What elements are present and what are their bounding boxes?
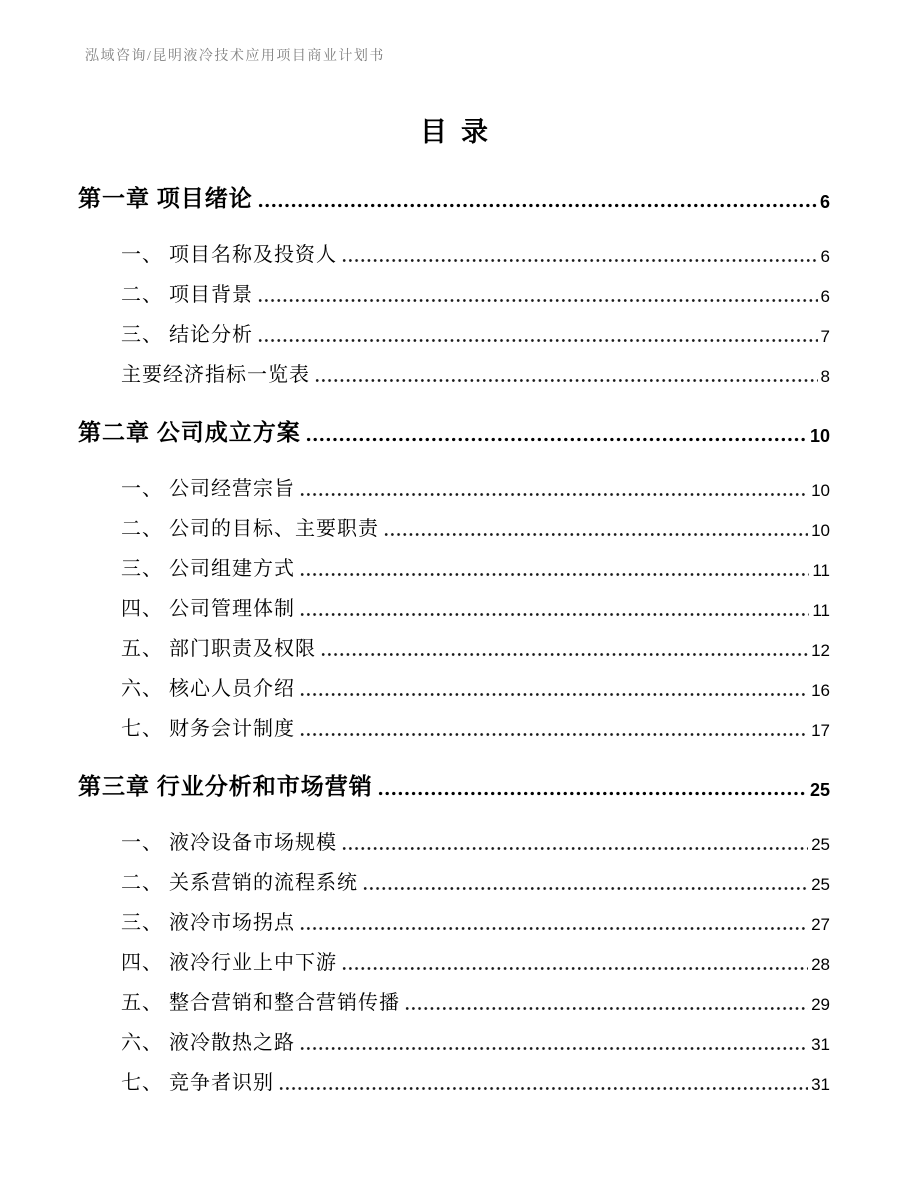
toc-item-page-number: 8 bbox=[820, 367, 830, 386]
toc-item-row bbox=[78, 990, 830, 1016]
dot-leader bbox=[321, 650, 808, 659]
toc-item-page-number: 29 bbox=[811, 995, 830, 1014]
toc-item-row bbox=[78, 830, 830, 856]
dot-leader bbox=[258, 201, 817, 210]
dot-leader bbox=[384, 530, 808, 539]
toc-item-label: 五、 部门职责及权限 bbox=[121, 638, 316, 660]
dot-leader bbox=[258, 296, 818, 305]
toc-item-page-number: 17 bbox=[811, 721, 830, 740]
dot-leader bbox=[300, 730, 808, 739]
toc-item-row bbox=[78, 1070, 830, 1096]
toc-item-page-number: 11 bbox=[812, 601, 830, 620]
toc-item-label: 主要经济指标一览表 bbox=[121, 364, 310, 386]
toc-item-page-number: 25 bbox=[811, 875, 830, 894]
toc-chapter-label: 第一章 项目绪论 bbox=[78, 186, 253, 211]
dot-leader bbox=[300, 924, 808, 933]
toc-item-page-number: 31 bbox=[811, 1075, 830, 1094]
toc-chapter-row bbox=[78, 772, 830, 802]
dot-leader bbox=[300, 570, 809, 579]
toc-item-row bbox=[78, 516, 830, 542]
toc-item-label: 六、 核心人员介绍 bbox=[121, 678, 295, 700]
toc-item-page-number: 6 bbox=[820, 287, 830, 306]
dot-leader bbox=[342, 256, 818, 265]
toc-item-label: 六、 液冷散热之路 bbox=[121, 1032, 295, 1054]
dot-leader bbox=[300, 690, 808, 699]
toc-item-row bbox=[78, 1030, 830, 1056]
dot-leader bbox=[342, 844, 808, 853]
toc-item-label: 一、 项目名称及投资人 bbox=[121, 244, 337, 266]
dot-leader bbox=[315, 376, 818, 385]
toc-item-label: 一、 液冷设备市场规模 bbox=[121, 832, 337, 854]
toc-item-row bbox=[78, 362, 830, 388]
toc-item-page-number: 31 bbox=[811, 1035, 830, 1054]
toc-chapter-page-number: 25 bbox=[809, 780, 830, 800]
dot-leader bbox=[300, 490, 808, 499]
toc-item-row bbox=[78, 676, 830, 702]
toc-item-page-number: 25 bbox=[811, 835, 830, 854]
toc-chapter-row bbox=[78, 184, 830, 214]
toc-item-row bbox=[78, 596, 830, 622]
toc-item-label: 七、 竞争者识别 bbox=[121, 1072, 274, 1094]
toc-item-label: 三、 公司组建方式 bbox=[121, 558, 295, 580]
toc-item-label: 三、 液冷市场拐点 bbox=[121, 912, 295, 934]
toc-item-page-number: 11 bbox=[812, 561, 830, 580]
toc-chapter-page-number: 6 bbox=[819, 192, 830, 212]
toc-item-row bbox=[78, 282, 830, 308]
toc-chapter-page-number: 10 bbox=[809, 426, 830, 446]
dot-leader bbox=[342, 964, 808, 973]
document-header: 泓域咨询/昆明液冷技术应用项目商业计划书 bbox=[85, 49, 385, 64]
toc-list bbox=[78, 184, 830, 1110]
toc-chapter-label: 第二章 公司成立方案 bbox=[78, 420, 301, 445]
toc-item-label: 三、 结论分析 bbox=[121, 324, 253, 346]
toc-item-label: 五、 整合营销和整合营销传播 bbox=[121, 992, 400, 1014]
toc-item-page-number: 6 bbox=[820, 247, 830, 266]
toc-item-row bbox=[78, 322, 830, 348]
dot-leader bbox=[258, 336, 818, 345]
toc-item-page-number: 7 bbox=[820, 327, 830, 346]
toc-item-page-number: 27 bbox=[811, 915, 830, 934]
toc-item-label: 七、 财务会计制度 bbox=[121, 718, 295, 740]
toc-item-page-number: 16 bbox=[811, 681, 830, 700]
toc-item-page-number: 10 bbox=[811, 521, 830, 540]
toc-chapter-row bbox=[78, 418, 830, 448]
toc-item-page-number: 10 bbox=[811, 481, 830, 500]
toc-item-label: 二、 项目背景 bbox=[121, 284, 253, 306]
dot-leader bbox=[363, 884, 808, 893]
toc-item-label: 四、 液冷行业上中下游 bbox=[121, 952, 337, 974]
toc-item-row bbox=[78, 910, 830, 936]
toc-item-page-number: 12 bbox=[811, 641, 830, 660]
toc-item-label: 二、 公司的目标、主要职责 bbox=[121, 518, 379, 540]
toc-item-row bbox=[78, 636, 830, 662]
dot-leader bbox=[378, 789, 807, 798]
page-title: 目录 bbox=[420, 117, 502, 147]
dot-leader bbox=[300, 1044, 808, 1053]
toc-item-row bbox=[78, 242, 830, 268]
toc-item-label: 四、 公司管理体制 bbox=[121, 598, 295, 620]
toc-item-row bbox=[78, 870, 830, 896]
toc-item-page-number: 28 bbox=[811, 955, 830, 974]
dot-leader bbox=[300, 610, 809, 619]
toc-item-row bbox=[78, 556, 830, 582]
toc-chapter-label: 第三章 行业分析和市场营销 bbox=[78, 774, 373, 799]
dot-leader bbox=[306, 435, 807, 444]
toc-item-row bbox=[78, 476, 830, 502]
toc-item-label: 一、 公司经营宗旨 bbox=[121, 478, 295, 500]
toc-item-row bbox=[78, 950, 830, 976]
dot-leader bbox=[279, 1084, 808, 1093]
toc-item-label: 二、 关系营销的流程系统 bbox=[121, 872, 358, 894]
toc-item-row bbox=[78, 716, 830, 742]
dot-leader bbox=[405, 1004, 808, 1013]
